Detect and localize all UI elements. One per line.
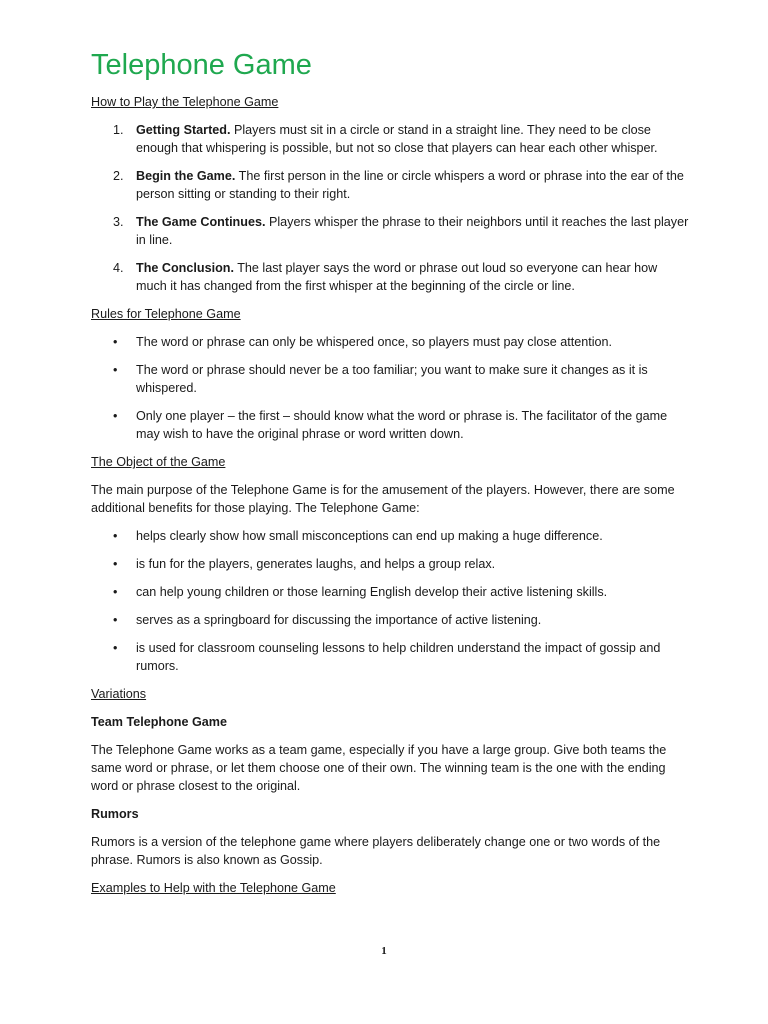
step-text: Players whisper the phrase to their neighbors until it reaches the last player in line. xyxy=(136,215,689,247)
step-text: The first person in the line or circle whispers a word or phrase into the ear of the person sitting or standing to their right. xyxy=(136,169,684,201)
step-title: The Game Continues. xyxy=(136,215,266,229)
list-item-text: Only one player – the first – should know what the word or phrase is. The facilitator of the game may wish to have the original phrase or word written down. xyxy=(136,409,668,441)
how-to-play-steps xyxy=(91,121,691,295)
step-number: 3. xyxy=(113,215,124,229)
list-item xyxy=(91,407,691,443)
rules-list xyxy=(91,333,691,443)
step-number: 4. xyxy=(113,261,124,275)
list-item xyxy=(91,611,691,629)
bullet-icon: • xyxy=(113,641,118,655)
step-title: Getting Started. xyxy=(136,123,231,137)
list-item-text: serves as a springboard for discussing the importance of active listening. xyxy=(136,613,542,627)
examples-heading-link[interactable]: Examples to Help with the Telephone Game xyxy=(91,881,336,895)
list-item xyxy=(91,527,691,545)
bullet-icon: • xyxy=(113,335,118,349)
step-item xyxy=(91,259,691,295)
step-item xyxy=(91,213,691,249)
variations-heading-link[interactable]: Variations xyxy=(91,687,147,701)
document-page xyxy=(91,46,691,907)
bullet-icon: • xyxy=(113,529,118,543)
list-item-text: is fun for the players, generates laughs, and helps a group relax. xyxy=(136,557,496,571)
page-number: 1 xyxy=(381,945,387,957)
list-item xyxy=(91,361,691,397)
step-number: 1. xyxy=(113,123,124,137)
list-item-text: helps clearly show how small misconceptions can end up making a huge difference. xyxy=(136,529,603,543)
bullet-icon: • xyxy=(113,409,118,423)
rumors-text: Rumors is a version of the telephone game where players deliberately change one or two words of the phrase. Rumors is also known as Gossip. xyxy=(91,835,661,867)
bullet-icon: • xyxy=(113,613,118,627)
step-text: Players must sit in a circle or stand in a straight line. They need to be close enough that whispering is possible, but not so close that players can hear each other whisper. xyxy=(136,123,658,155)
team-game-text: The Telephone Game works as a team game, especially if you have a large group. Give both teams the same word or phrase, or let them choose one of their own. The winning team is the one with the ending word or phrase closest to the original. xyxy=(91,743,667,793)
list-item xyxy=(91,583,691,601)
step-title: The Conclusion. xyxy=(136,261,234,275)
list-item xyxy=(91,639,691,675)
team-game-title: Team Telephone Game xyxy=(91,715,228,729)
rumors-title: Rumors xyxy=(91,807,139,821)
step-number: 2. xyxy=(113,169,124,183)
list-item-text: The word or phrase should never be a too familiar; you want to make sure it changes as it is whispered. xyxy=(136,363,648,395)
bullet-icon: • xyxy=(113,585,118,599)
page-title: Telephone Game xyxy=(91,49,312,81)
step-title: Begin the Game. xyxy=(136,169,236,183)
step-item xyxy=(91,121,691,157)
object-list xyxy=(91,527,691,675)
bullet-icon: • xyxy=(113,363,118,377)
list-item-text: The word or phrase can only be whispered once, so players must pay close attention. xyxy=(136,335,613,349)
object-heading-link[interactable]: The Object of the Game xyxy=(91,455,226,469)
bullet-icon: • xyxy=(113,557,118,571)
list-item xyxy=(91,555,691,573)
list-item-text: is used for classroom counseling lessons to help children understand the impact of gossip and rumors. xyxy=(136,641,661,673)
object-intro: The main purpose of the Telephone Game is for the amusement of the players. However, there are some additional benefits for those playing. The Telephone Game: xyxy=(91,483,675,515)
rules-heading-link[interactable]: Rules for Telephone Game xyxy=(91,307,241,321)
how-to-play-heading-link[interactable]: How to Play the Telephone Game xyxy=(91,95,279,109)
list-item xyxy=(91,333,691,351)
step-text: The last player says the word or phrase out loud so everyone can hear how much it has changed from the first whisper at the beginning of the circle or line. xyxy=(136,261,658,293)
step-item xyxy=(91,167,691,203)
list-item-text: can help young children or those learning English develop their active listening skills. xyxy=(136,585,608,599)
